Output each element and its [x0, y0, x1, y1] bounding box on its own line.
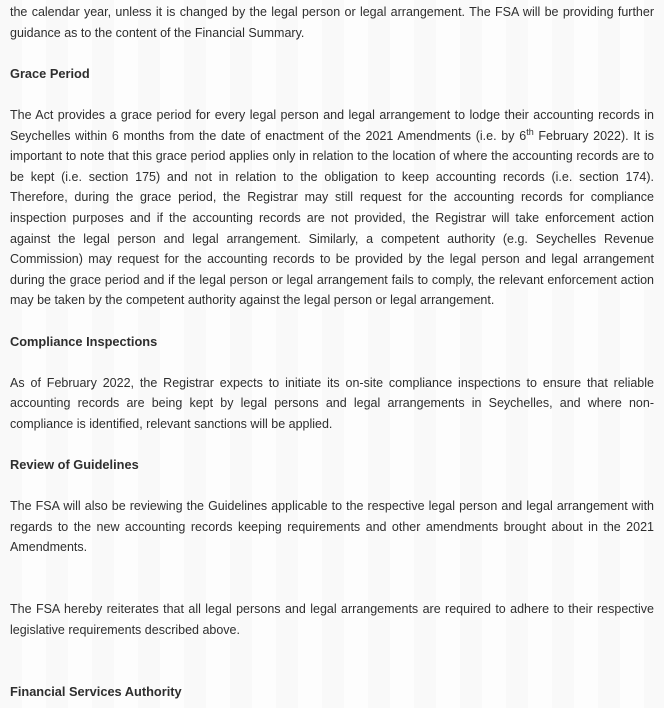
- review-of-guidelines-paragraph: The FSA will also be reviewing the Guidelines applicable to the respective legal person and legal arrangement with regards to the new accounting records keeping requirements and other amendments brought about in the 2021 Amendments.: [10, 499, 654, 555]
- continuation-paragraph: the calendar year, unless it is changed by the legal person or legal arrangement. The FSA will be providing further guidance as to the content of the Financial Summary.: [10, 5, 654, 40]
- compliance-inspections-paragraph: As of February 2022, the Registrar expects to initiate its on-site compliance inspections to ensure that reliable accounting records are being kept by legal persons and legal arrangements in Seychelles, and where non-compliance is identified, relevant sanctions will be applied.: [10, 375, 654, 431]
- section-heading-grace-period: Grace Period: [10, 65, 90, 81]
- grace-period-paragraph-part2: February 2022). It is important to note that this grace period applies only in relation to the location of where the accounting records are to be kept (i.e. section 175) and not in relation to the obligation to keep accounting records (i.e. section 174). Therefore, during the grace period, the Registrar may still request for the accounting records for compliance inspection purposes and if the accounting records are not provided, the Registrar will take enforcement action against the legal person and legal arrangement. Similarly, a competent authority (e.g. Seychelles Revenue Commission) may request for the accounting records to be provided by the legal person and legal arrangement during the grace period and if the legal person or legal arrangement fails to comply, the relevant enforcement action may be taken by the competent authority against the legal person or legal arrangement.: [10, 128, 655, 308]
- section-heading-review-of-guidelines: Review of Guidelines: [10, 457, 139, 473]
- grace-period-paragraph-part1: The Act provides a grace period for every legal person and legal arrangement to lodge their accounting records in Seychelles within 6 months from the date of enactment of the 2021 Amendments (i.e. by 6: [10, 107, 654, 143]
- section-heading-compliance-inspections: Compliance Inspections: [10, 333, 158, 349]
- ordinal-superscript: th: [526, 126, 534, 137]
- signature-heading-financial-services-authority: Financial Services Authority: [10, 683, 182, 699]
- closing-paragraph: The FSA hereby reiterates that all legal persons and legal arrangements are required to adhere to their respective legislative requirements described above.: [10, 602, 654, 637]
- grace-period-paragraph: [10, 105, 654, 311]
